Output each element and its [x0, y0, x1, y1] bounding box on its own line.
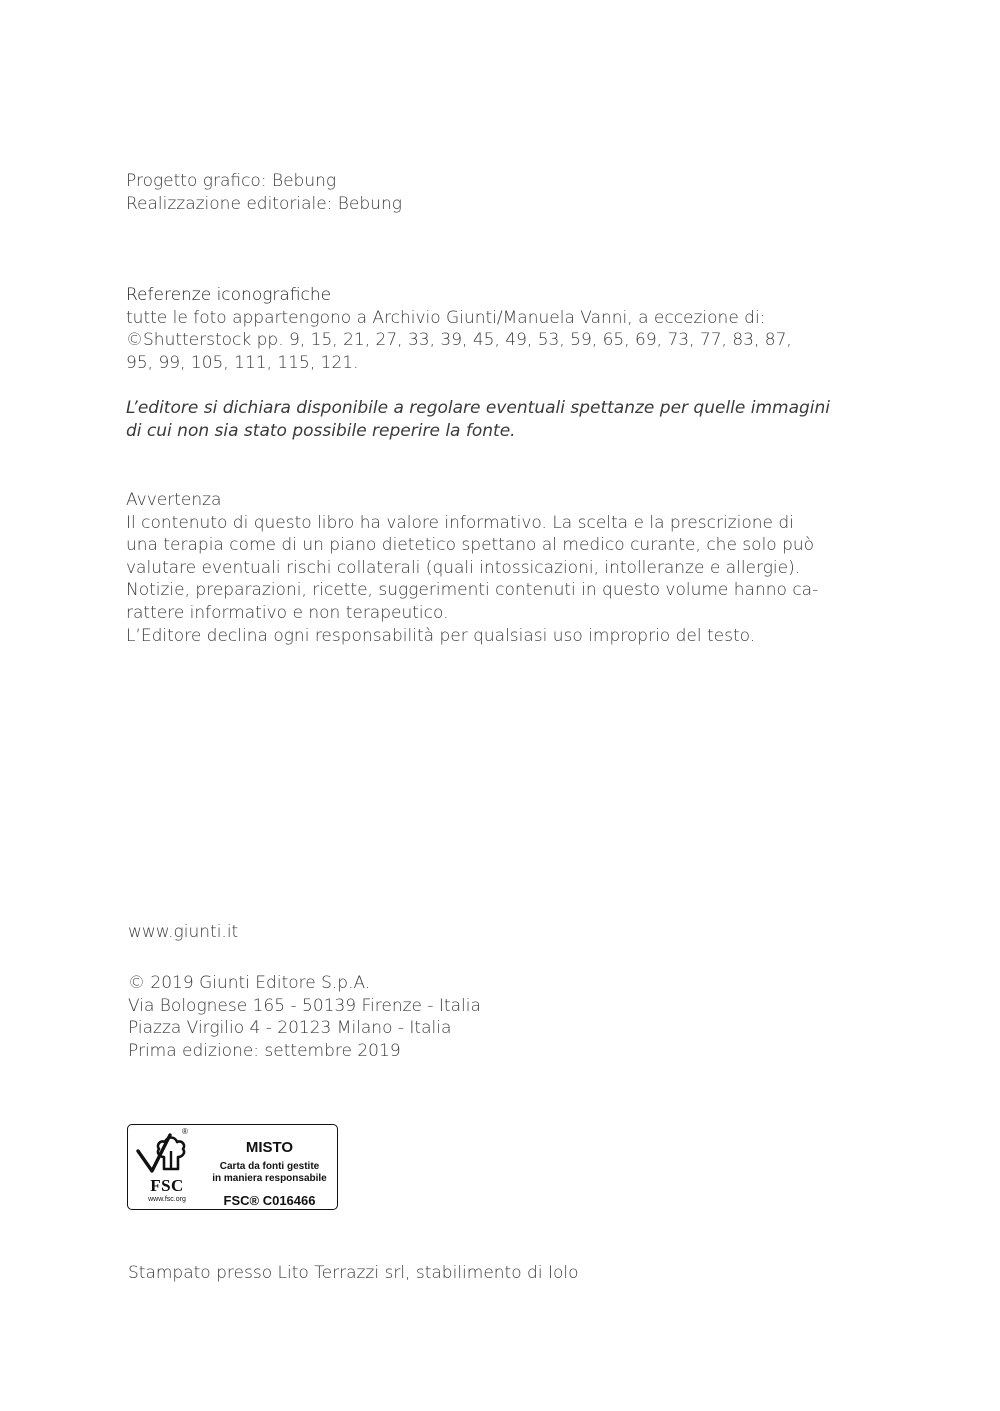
picture-references-line: 95, 99, 105, 111, 115, 121.: [126, 352, 359, 373]
fsc-url: www.fsc.org: [148, 1196, 186, 1203]
warning-line: L’Editore declina ogni responsabilità per qualsiasi uso improprio del testo.: [126, 625, 756, 646]
warning-line: una terapia come di un piano dietetico spettano al medico curante, che solo può: [126, 535, 815, 556]
publisher-line: Prima edizione: settembre 2019: [128, 1040, 401, 1061]
disclaimer-line: L’editore si dichiara disponibile a regolare eventuali spettanze per quelle immagini: [126, 398, 831, 418]
fsc-description: [206, 1161, 333, 1185]
fsc-certification-label: [127, 1124, 338, 1210]
fsc-label-text: [206, 1125, 333, 1208]
warning-heading: Avvertenza: [126, 490, 222, 510]
printer-info: Stampato presso Lito Terrazzi srl, stabilimento di Iolo: [128, 1263, 579, 1283]
picture-references-line: ©Shutterstock pp. 9, 15, 21, 27, 33, 39, 45, 49, 53, 59, 65, 69, 73, 77, 83, 87,: [126, 330, 792, 351]
fsc-description-line: in maniera responsabile: [212, 1173, 327, 1184]
fsc-license-code: FSC® C016466: [223, 1193, 316, 1208]
warning-line: Il contenuto di questo libro ha valore informativo. La scelta e la prescrizione di: [126, 512, 794, 533]
fsc-category: MISTO: [245, 1139, 294, 1156]
warning-block: [126, 489, 818, 647]
publisher-line: © 2019 Giunti Editore S.p.A.: [128, 973, 371, 993]
picture-references-block: [126, 284, 792, 374]
credit-line: Progetto grafico: Bebung: [126, 171, 337, 191]
disclaimer-line: di cui non sia stato possibile reperire la fonte.: [126, 420, 516, 441]
warning-line: valutare eventuali rischi collaterali (quali intossicazioni, intolleranze e allergie).: [126, 557, 801, 578]
website-url: www.giunti.it: [128, 922, 239, 942]
picture-references-heading: Referenze iconografiche: [126, 285, 332, 305]
warning-line: rattere informativo e non terapeutico.: [126, 602, 449, 623]
fsc-registered-mark: ®: [182, 1127, 188, 1136]
publisher-line: Piazza Virgilio 4 - 20123 Milano - Italia: [128, 1018, 452, 1039]
warning-line: Notizie, preparazioni, ricette, suggerimenti contenuti in questo volume hanno ca-: [126, 580, 819, 601]
fsc-wordmark: FSC: [150, 1176, 184, 1195]
publisher-line: Via Bolognese 165 - 50139 Firenze - Italia: [128, 995, 481, 1016]
fsc-description-line: Carta da fonti gestite: [219, 1161, 320, 1172]
credits-block: [126, 170, 402, 215]
credit-line: Realizzazione editoriale: Bebung: [126, 193, 402, 214]
publisher-info-block: [128, 972, 481, 1062]
publisher-disclaimer: [126, 397, 830, 442]
picture-references-line: tutte le foto appartengono a Archivio Giunti/Manuela Vanni, a eccezione di:: [126, 307, 766, 328]
